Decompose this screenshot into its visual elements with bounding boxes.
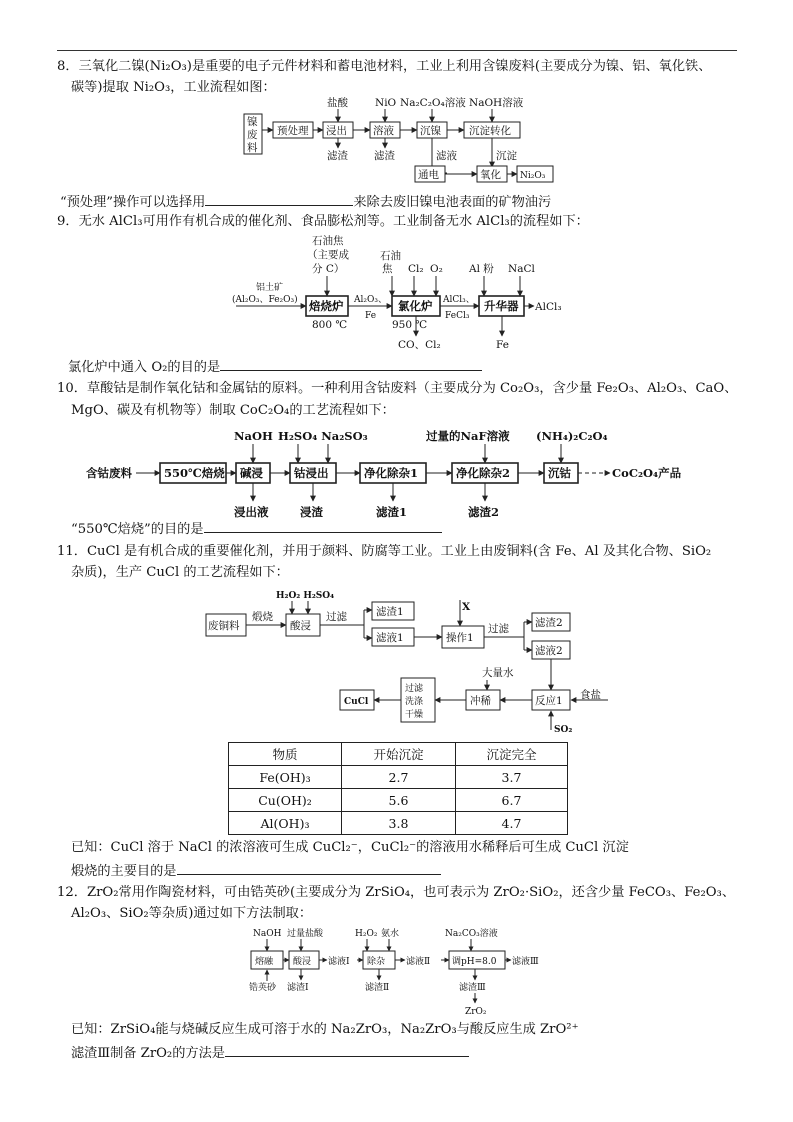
q9-coke2-2: 焦 bbox=[382, 263, 393, 275]
q11-cell: 4.7 bbox=[456, 812, 568, 835]
q12-known: 已知：ZrSiO₄能与烧碱反应生成可溶于水的 Na₂ZrO₃，Na₂ZrO₃与酸反应生成 ZrO²⁺ bbox=[71, 1022, 579, 1037]
q9-coke2-1: 石油 bbox=[380, 250, 401, 262]
q11-filter: 过滤 bbox=[326, 611, 347, 623]
q11-res2: 滤渣2 bbox=[535, 617, 563, 629]
q12-answer-prefix: 滤渣Ⅲ制备 ZrO₂的方法是 bbox=[71, 1046, 225, 1061]
q11-react: 反应1 bbox=[535, 695, 563, 707]
q12-res3: 滤渣Ⅲ bbox=[459, 983, 486, 993]
q9-temp1: 800 ℃ bbox=[312, 319, 348, 331]
q12-res1: 滤渣Ⅰ bbox=[287, 983, 309, 993]
q9-fecl3: FeCl₃ bbox=[445, 311, 470, 321]
q9-fe: Fe bbox=[365, 311, 377, 321]
q11-known: 已知：CuCl 溶于 NaCl 的浓溶液可生成 CuCl₂⁻，CuCl₂⁻的溶液用水稀释后可生成 CuCl 沉淀 bbox=[71, 840, 629, 855]
q10-purify2: 净化除杂2 bbox=[456, 466, 511, 480]
q8-stem-line1: 8．三氧化二镍(Ni₂O₃)是重要的电子元件材料和蓄电池材料，工业上利用含镍废料(主要成分为镍、铝、氧化铁、 bbox=[57, 59, 712, 74]
q11-ph-table bbox=[228, 742, 568, 835]
q11-cell: 3.8 bbox=[342, 812, 456, 835]
q12-filt1: 滤液Ⅰ bbox=[328, 957, 350, 967]
q8-raw-2: 废 bbox=[247, 129, 258, 141]
q11-process-3: 干燥 bbox=[405, 710, 424, 720]
q8-product: Ni₂O₃ bbox=[520, 171, 546, 181]
q10-flowchart bbox=[86, 424, 696, 520]
q8-hcl: 盐酸 bbox=[327, 97, 348, 109]
q11-answer-blank[interactable] bbox=[177, 861, 441, 875]
q10-answer-blank[interactable] bbox=[204, 519, 442, 533]
q8-leach: 浸出 bbox=[326, 125, 347, 137]
q11-process-2: 洗涤 bbox=[405, 697, 424, 707]
q11-flowchart bbox=[204, 586, 624, 736]
q8-oxidize: 氧化 bbox=[480, 169, 501, 181]
q9-furnace2: 氯化炉 bbox=[398, 299, 433, 313]
q12-stem-line1: 12．ZrO₂常用作陶瓷材料，可由锆英砂(主要成分为 ZrSiO₄，也可表示为 ZrO₂·SiO₂，还含少量 FeCO₃、Fe₂O₃、 bbox=[57, 885, 736, 900]
q8-na2c2o4: Na₂C₂O₄溶液 bbox=[400, 97, 466, 109]
q9-stem-line1: 9．无水 AlCl₃可用作有机合成的催化剂、食品膨松剂等。工业制备无水 AlCl₃的流程如下： bbox=[57, 214, 589, 229]
q11-dilute: 冲稀 bbox=[470, 695, 491, 707]
q10-leachate: 浸出液 bbox=[234, 505, 269, 519]
q8-stem-line2: 碳等)提取 Ni₂O₃，工业流程如图： bbox=[71, 80, 276, 95]
q10-res2: 滤渣2 bbox=[468, 505, 500, 519]
q9-cl2: Cl₂ bbox=[408, 263, 424, 275]
q12-h2o2: H₂O₂ bbox=[355, 929, 378, 939]
q10-raw: 含钴废料 bbox=[86, 466, 132, 480]
q9-o2: O₂ bbox=[430, 263, 443, 275]
q8-flowchart bbox=[240, 96, 570, 192]
q11-cell: Cu(OH)₂ bbox=[229, 789, 342, 812]
q8-solution: 溶液 bbox=[373, 125, 394, 137]
q11-th-start: 开始沉淀 bbox=[342, 743, 456, 766]
q9-ore: 铝土矿 bbox=[256, 283, 284, 293]
q11-cell: 5.6 bbox=[342, 789, 456, 812]
header-rule bbox=[57, 50, 737, 51]
q9-furnace1: 焙烧炉 bbox=[309, 299, 344, 313]
q10-naf: 过量的NaF溶液 bbox=[426, 429, 510, 443]
q11-cell: 3.7 bbox=[456, 766, 568, 789]
q10-stem-line2: MgO、碳及有机物等）制取 CoC₂O₄的工艺流程如下： bbox=[71, 403, 395, 418]
q10-reagents: H₂SO₄ Na₂SO₃ bbox=[278, 429, 368, 443]
q10-answer-prefix: “550℃焙烧”的目的是 bbox=[71, 522, 204, 537]
table-row bbox=[229, 766, 568, 789]
q12-purify: 除杂 bbox=[367, 957, 386, 967]
q8-answer-line bbox=[60, 192, 551, 212]
q11-raw: 废铜料 bbox=[208, 620, 240, 632]
q11-answer-prefix: 煅烧的主要目的是 bbox=[71, 864, 177, 879]
q12-answer-blank[interactable] bbox=[225, 1043, 469, 1057]
q12-zro2: ZrO₂ bbox=[465, 1007, 487, 1017]
q11-th-substance: 物质 bbox=[229, 743, 342, 766]
q8-answer-suffix: 来除去废旧镍电池表面的矿物油污 bbox=[353, 195, 552, 210]
q12-ph: 调pH=8.0 bbox=[452, 957, 497, 967]
q9-flowchart bbox=[232, 232, 572, 352]
q10-leachres: 浸渣 bbox=[300, 505, 323, 519]
q10-precip: 沉钴 bbox=[548, 466, 571, 480]
table-row bbox=[229, 812, 568, 835]
q9-alcl3-out: AlCl₃ bbox=[535, 301, 562, 313]
q11-filt1: 滤液1 bbox=[376, 632, 404, 644]
q9-coke-2: （主要成 bbox=[307, 249, 349, 261]
q9-al-powder: Al 粉 bbox=[469, 263, 494, 275]
q11-cell: Al(OH)₃ bbox=[229, 812, 342, 835]
q12-hcl: 过量盐酸 bbox=[287, 929, 324, 939]
q11-salt: 食盐 bbox=[580, 689, 601, 701]
q9-answer-blank[interactable] bbox=[220, 357, 482, 371]
q9-nacl: NaCl bbox=[508, 263, 535, 275]
q8-nio: NiO bbox=[375, 97, 397, 109]
q12-stem-line2: Al₂O₃、SiO₂等杂质)通过如下方法制取： bbox=[71, 906, 313, 921]
q9-ore-comp: (Al₂O₃、Fe₂O₃) bbox=[232, 295, 298, 305]
q10-alkali: 碱浸 bbox=[240, 466, 263, 480]
q12-flowchart bbox=[243, 924, 563, 1020]
q9-fe-out: Fe bbox=[496, 339, 509, 351]
q8-residue1: 滤渣 bbox=[327, 150, 348, 162]
q8-filtrate: 滤液 bbox=[436, 150, 457, 162]
q9-coke-1: 石油焦 bbox=[312, 235, 344, 247]
q8-raw-1: 镍 bbox=[247, 116, 258, 128]
q11-cell: 6.7 bbox=[456, 789, 568, 812]
q8-naoh: NaOH溶液 bbox=[469, 97, 524, 109]
q10-roast: 550℃焙烧 bbox=[164, 466, 225, 480]
q11-stem-line1: 11．CuCl 是有机合成的重要催化剂，并用于颜料、防腐等工业。工业上由废铜料(含 Fe、Al 及其化合物、SiO₂ bbox=[57, 544, 712, 559]
q12-naoh: NaOH bbox=[253, 929, 282, 939]
q10-nh4: (NH₄)₂C₂O₄ bbox=[536, 429, 608, 443]
q11-calcine: 煅烧 bbox=[252, 611, 273, 623]
q9-gas-out: CO、Cl₂ bbox=[398, 339, 441, 351]
q11-res1: 滤渣1 bbox=[376, 606, 404, 618]
q11-acid: 酸浸 bbox=[290, 620, 311, 632]
q11-water: 大量水 bbox=[482, 667, 514, 679]
q11-so2: SO₂ bbox=[554, 725, 573, 735]
q11-cell: 2.7 bbox=[342, 766, 456, 789]
q8-answer-blank[interactable] bbox=[205, 192, 353, 206]
q8-convert: 沉淀转化 bbox=[469, 125, 511, 137]
q12-filt2: 滤液Ⅱ bbox=[406, 957, 431, 967]
q9-answer-line bbox=[68, 357, 482, 377]
q12-answer-line bbox=[71, 1043, 469, 1063]
q8-pretreat: 预处理 bbox=[277, 125, 309, 137]
q9-alcl3-mid: AlCl₃、 bbox=[443, 295, 475, 305]
q11-filt2: 滤液2 bbox=[535, 645, 563, 657]
q8-electrolysis: 通电 bbox=[418, 169, 439, 181]
q12-na2co3: Na₂CO₃溶液 bbox=[445, 929, 498, 939]
q11-product: CuCl bbox=[344, 697, 369, 707]
q9-sublimator: 升华器 bbox=[484, 299, 519, 313]
q11-op1: 操作1 bbox=[446, 632, 474, 644]
q11-answer-line bbox=[71, 861, 441, 881]
q11-table-header bbox=[229, 743, 568, 766]
q12-nh3: 氨水 bbox=[381, 929, 400, 939]
q8-answer-prefix: “预处理”操作可以选择用 bbox=[60, 195, 206, 210]
q8-precip-ni: 沉镍 bbox=[420, 125, 441, 137]
q10-answer-line bbox=[71, 519, 442, 539]
q10-stem-line1: 10．草酸钴是制作氧化钴和金属钴的原料。一种利用含钴废料（主要成分为 Co₂O₃，含少量 Fe₂O₃、Al₂O₃、CaO、 bbox=[57, 381, 738, 396]
q8-precip: 沉淀 bbox=[496, 150, 517, 162]
q12-melt: 熔融 bbox=[255, 957, 274, 967]
q9-answer-prefix: 氯化炉中通入 O₂的目的是 bbox=[68, 360, 221, 375]
q11-process-1: 过滤 bbox=[405, 684, 424, 694]
q11-filter2: 过滤 bbox=[488, 623, 509, 635]
q10-naoh: NaOH bbox=[234, 429, 273, 443]
q12-acid: 酸浸 bbox=[293, 957, 312, 967]
q11-cell: Fe(OH)₃ bbox=[229, 766, 342, 789]
q9-al2o3: Al₂O₃、 bbox=[354, 295, 387, 305]
q12-res2: 滤渣Ⅱ bbox=[365, 983, 390, 993]
q11-th-complete: 沉淀完全 bbox=[456, 743, 568, 766]
q9-coke-3: 分 C） bbox=[312, 263, 345, 275]
q12-sand: 锆英砂 bbox=[249, 983, 277, 993]
q9-temp2: 950 ℃ bbox=[392, 319, 428, 331]
q8-residue2: 滤渣 bbox=[374, 150, 395, 162]
q10-coleach: 钴浸出 bbox=[294, 466, 329, 480]
q11-x: X bbox=[462, 601, 471, 613]
q10-purify1: 净化除杂1 bbox=[364, 466, 419, 480]
q10-res1: 滤渣1 bbox=[376, 505, 408, 519]
table-row bbox=[229, 789, 568, 812]
q11-reagents: H₂O₂ H₂SO₄ bbox=[276, 591, 335, 601]
q11-stem-line2: 杂质)，生产 CuCl 的工艺流程如下： bbox=[71, 565, 289, 580]
q10-product: CoC₂O₄产品 bbox=[612, 466, 682, 480]
q8-raw-3: 料 bbox=[247, 142, 258, 154]
q12-filt3: 滤液Ⅲ bbox=[512, 957, 539, 967]
